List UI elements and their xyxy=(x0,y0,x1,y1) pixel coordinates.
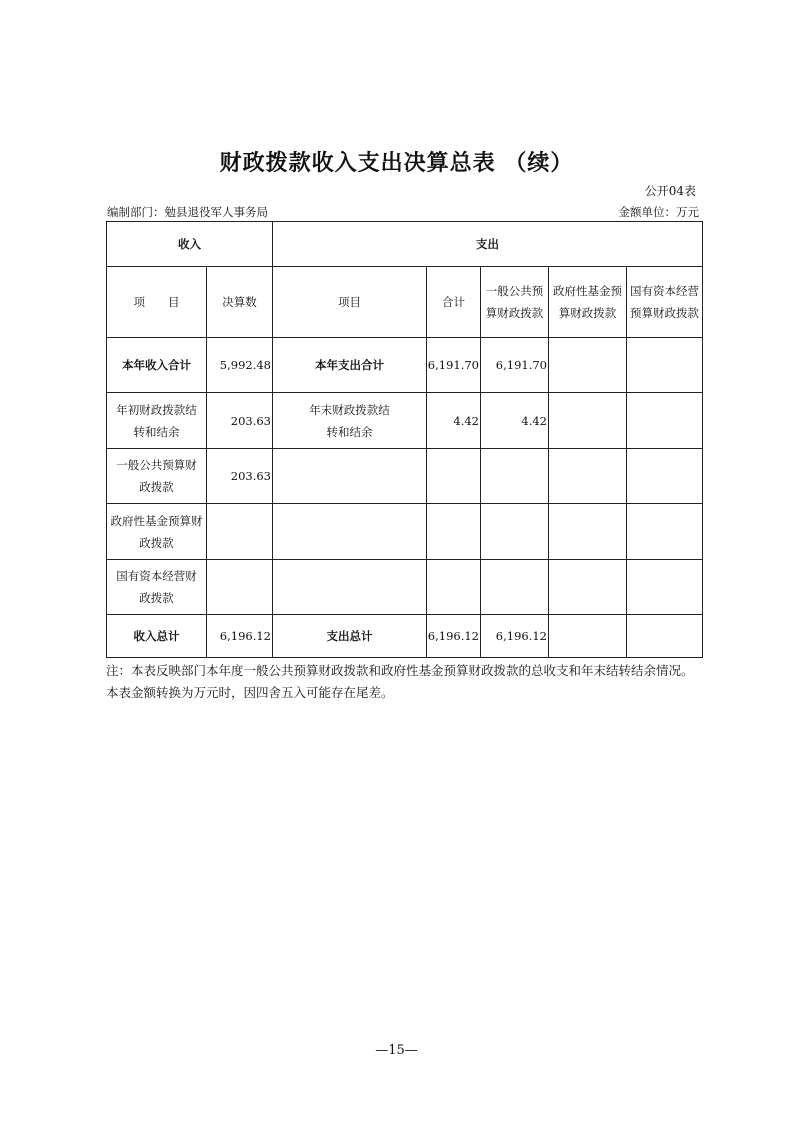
row-general: 4.42 xyxy=(481,393,549,449)
row-right xyxy=(273,504,427,560)
row-fund xyxy=(549,449,627,504)
row-general: 6,196.12 xyxy=(481,615,549,658)
row-amount xyxy=(207,504,273,560)
row-left-text: 年初财政拨款结转和结余 xyxy=(116,402,197,439)
col-item-right: 项目 xyxy=(273,267,427,338)
row-state xyxy=(627,504,703,560)
row-state xyxy=(627,449,703,504)
row-total: 4.42 xyxy=(427,393,481,449)
table-note: 注：本表反映部门本年度一般公共预算财政拨款和政府性基金预算财政拨款的总收支和年末结转结余情况。本表金额转换为万元时，因四舍五入可能存在尾差。 xyxy=(106,663,694,700)
row-right: 支出总计 xyxy=(273,615,427,658)
budget-table xyxy=(106,221,703,658)
row-fund xyxy=(549,560,627,615)
row-fund xyxy=(549,393,627,449)
page-title: 财政拨款收入支出决算总表 （续） xyxy=(219,151,574,176)
row-amount xyxy=(207,560,273,615)
row-right-text: 年末财政拨款结转和结余 xyxy=(309,402,390,439)
row-state xyxy=(627,338,703,393)
form-number: 公开04表 xyxy=(644,184,696,198)
row-right xyxy=(273,393,427,449)
row-state xyxy=(627,393,703,449)
table-row xyxy=(107,449,703,504)
col-total: 合计 xyxy=(427,267,481,338)
row-left xyxy=(107,393,207,449)
row-left: 收入总计 xyxy=(107,615,207,658)
row-general xyxy=(481,560,549,615)
col-state: 国有资本经营预算财政拨款 xyxy=(627,267,703,338)
row-fund xyxy=(549,338,627,393)
unit-label: 编制部门：勉县退役军人事务局 xyxy=(107,205,268,219)
amount-unit: 金额单位：万元 xyxy=(618,205,699,219)
col-amount: 决算数 xyxy=(207,267,273,338)
row-total: 6,191.70 xyxy=(427,338,481,393)
table-row xyxy=(107,338,703,393)
row-total: 6,196.12 xyxy=(427,615,481,658)
row-total xyxy=(427,560,481,615)
row-left xyxy=(107,560,207,615)
table-row xyxy=(107,560,703,615)
page-number: —15— xyxy=(375,1043,418,1058)
expense-header: 支出 xyxy=(273,222,703,267)
row-amount: 203.63 xyxy=(207,393,273,449)
row-general xyxy=(481,504,549,560)
row-total xyxy=(427,504,481,560)
income-header: 收入 xyxy=(107,222,273,267)
table-header-row xyxy=(107,222,703,267)
row-amount: 5,992.48 xyxy=(207,338,273,393)
row-general xyxy=(481,449,549,504)
column-header-row xyxy=(107,267,703,338)
row-amount: 6,196.12 xyxy=(207,615,273,658)
meta-line xyxy=(107,204,699,220)
row-right xyxy=(273,560,427,615)
table-row xyxy=(107,615,703,658)
col-item-left: 项 目 xyxy=(107,267,207,338)
row-left: 本年收入合计 xyxy=(107,338,207,393)
row-state xyxy=(627,560,703,615)
col-general: 一般公共预算财政拨款 xyxy=(481,267,549,338)
row-fund xyxy=(549,504,627,560)
row-fund xyxy=(549,615,627,658)
row-total xyxy=(427,449,481,504)
row-left-text: 政府性基金预算财政拨款 xyxy=(110,513,203,550)
row-general: 6,191.70 xyxy=(481,338,549,393)
table-row xyxy=(107,504,703,560)
row-state xyxy=(627,615,703,658)
row-left xyxy=(107,449,207,504)
row-amount: 203.63 xyxy=(207,449,273,504)
row-right: 本年支出合计 xyxy=(273,338,427,393)
row-left xyxy=(107,504,207,560)
row-right xyxy=(273,449,427,504)
row-left-text: 国有资本经营财政拨款 xyxy=(116,569,197,605)
row-left-text: 一般公共预算财政拨款 xyxy=(116,458,197,494)
col-fund: 政府性基金预算财政拨款 xyxy=(549,267,627,338)
table-row xyxy=(107,393,703,449)
